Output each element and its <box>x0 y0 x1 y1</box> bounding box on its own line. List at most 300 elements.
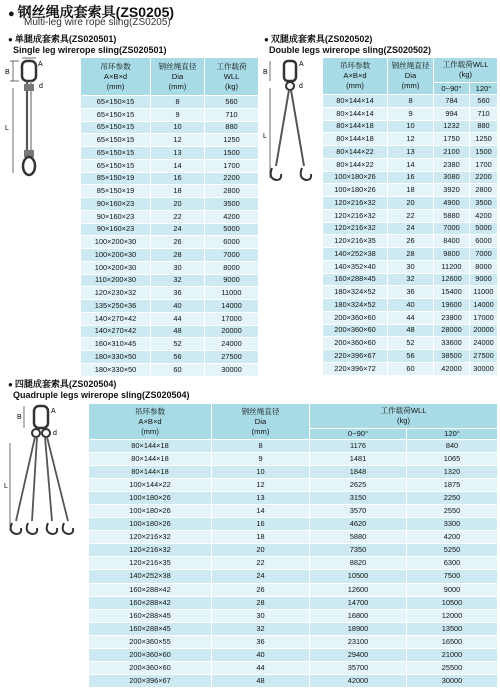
table-row <box>81 108 259 121</box>
quad-title-cn-text: 四腿成套索具(ZS020504) <box>14 379 117 389</box>
dim-label-d: d <box>299 83 303 90</box>
table-cell: 100×200×30 <box>81 236 151 249</box>
table-cell: 2100 <box>434 146 470 159</box>
table-cell: 25500 <box>407 661 498 674</box>
table-cell: 14 <box>151 159 205 172</box>
table-cell: 32 <box>388 273 434 286</box>
table-cell: 140×270×42 <box>81 325 151 338</box>
table-row <box>89 661 498 674</box>
table-cell: 20 <box>151 198 205 211</box>
table-cell: 48 <box>212 674 310 687</box>
double-leg-table <box>322 57 498 376</box>
table-cell: 120×216×32 <box>323 209 388 222</box>
table-cell: 8400 <box>434 235 470 248</box>
table-cell: 80×144×18 <box>89 440 212 453</box>
double-title-cn <box>264 34 372 45</box>
table-cell: 60 <box>151 363 205 376</box>
table-cell: 33600 <box>434 337 470 350</box>
col-header-wll: 工作载荷WLL (kg) <box>434 58 498 83</box>
table-cell: 10 <box>151 121 205 134</box>
table-row <box>323 95 498 108</box>
table-cell: 16 <box>151 172 205 185</box>
table-row <box>89 466 498 479</box>
table-cell: 42000 <box>310 674 407 687</box>
table-cell: 48 <box>388 324 434 337</box>
table-row <box>323 133 498 146</box>
table-row <box>89 531 498 544</box>
quad-title-en: Quadruple legs wirerope sling(ZS020504) <box>13 390 190 400</box>
table-cell: 56 <box>388 350 434 363</box>
table-cell: 4200 <box>470 209 498 222</box>
table-row <box>89 570 498 583</box>
table-cell: 1250 <box>470 133 498 146</box>
table-cell: 784 <box>434 95 470 108</box>
table-cell: 200×360×60 <box>323 324 388 337</box>
table-cell: 23800 <box>434 311 470 324</box>
table-cell: 220×396×67 <box>323 350 388 363</box>
col-header-dia: 钢丝绳直径 Dia (mm) <box>212 404 310 440</box>
table-row <box>323 299 498 312</box>
table-row <box>81 236 259 249</box>
table-cell: 13 <box>151 147 205 160</box>
table-cell: 30000 <box>407 674 498 687</box>
single-title-cn-text: 单腿成套索具(ZS020501) <box>14 34 117 44</box>
table-cell: 40 <box>151 300 205 313</box>
table-row <box>89 622 498 635</box>
table-cell: 100×200×30 <box>81 261 151 274</box>
table-cell: 2380 <box>434 158 470 171</box>
col-header-dia: 钢丝绳直径 Dia (mm) <box>388 58 434 95</box>
table-row <box>323 197 498 210</box>
table-cell: 9 <box>388 107 434 120</box>
table-cell: 100×180×26 <box>323 171 388 184</box>
table-row <box>323 146 498 159</box>
table-cell: 80×144×14 <box>323 107 388 120</box>
table-cell: 8 <box>151 96 205 109</box>
table-row <box>81 96 259 109</box>
table-cell: 80×144×18 <box>323 133 388 146</box>
single-title-en: Single leg wirerope sling(ZS020501) <box>13 45 167 55</box>
table-cell: 5880 <box>434 209 470 222</box>
table-cell: 5880 <box>310 531 407 544</box>
bullet-icon: ● <box>8 8 15 20</box>
table-cell: 14000 <box>205 300 259 313</box>
table-cell: 65×150×15 <box>81 96 151 109</box>
table-cell: 80×144×14 <box>323 95 388 108</box>
col-header-angle-0-90: 0~90° <box>310 429 407 440</box>
table-row <box>81 261 259 274</box>
table-cell: 880 <box>205 121 259 134</box>
table-cell: 80×144×18 <box>89 466 212 479</box>
table-cell: 28000 <box>434 324 470 337</box>
table-cell: 3150 <box>310 492 407 505</box>
table-row <box>323 350 498 363</box>
col-header-angle-120: 120° <box>407 429 498 440</box>
table-cell: 7000 <box>434 222 470 235</box>
table-cell: 4200 <box>205 210 259 223</box>
table-cell: 24 <box>388 222 434 235</box>
table-cell: 48 <box>151 325 205 338</box>
table-cell: 19600 <box>434 299 470 312</box>
table-cell: 560 <box>470 95 498 108</box>
table-cell: 120×230×32 <box>81 287 151 300</box>
table-cell: 3500 <box>470 197 498 210</box>
table-cell: 1700 <box>205 159 259 172</box>
table-cell: 16500 <box>407 635 498 648</box>
table-row <box>81 223 259 236</box>
table-cell: 1848 <box>310 466 407 479</box>
table-cell: 180×324×52 <box>323 286 388 299</box>
table-cell: 180×324×52 <box>323 299 388 312</box>
table-cell: 20000 <box>470 324 498 337</box>
table-cell: 15400 <box>434 286 470 299</box>
table-row <box>323 222 498 235</box>
table-cell: 7000 <box>205 249 259 262</box>
table-row <box>89 596 498 609</box>
table-cell: 56 <box>151 351 205 364</box>
table-row <box>323 184 498 197</box>
table-cell: 65×150×15 <box>81 134 151 147</box>
table-cell: 30000 <box>205 363 259 376</box>
table-row <box>323 337 498 350</box>
table-row <box>89 440 498 453</box>
table-cell: 85×150×19 <box>81 172 151 185</box>
table-cell: 13 <box>388 146 434 159</box>
table-cell: 2200 <box>205 172 259 185</box>
table-cell: 18900 <box>310 622 407 635</box>
table-row <box>89 557 498 570</box>
table-cell: 4900 <box>434 197 470 210</box>
table-row <box>89 635 498 648</box>
table-cell: 30 <box>151 261 205 274</box>
table-cell: 1875 <box>407 479 498 492</box>
table-cell: 24 <box>151 223 205 236</box>
table-cell: 52 <box>151 338 205 351</box>
table-cell: 6300 <box>407 557 498 570</box>
table-cell: 12600 <box>310 583 407 596</box>
table-cell: 10500 <box>407 596 498 609</box>
bullet-icon: ● <box>264 35 269 44</box>
table-cell: 5000 <box>205 223 259 236</box>
col-header-angle-0-90: 0~90° <box>434 83 470 95</box>
table-row <box>89 518 498 531</box>
table-cell: 200×360×60 <box>323 337 388 350</box>
table-cell: 26 <box>212 583 310 596</box>
table-row <box>81 300 259 313</box>
table-cell: 40 <box>388 299 434 312</box>
table-cell: 36 <box>212 635 310 648</box>
table-row <box>81 185 259 198</box>
table-row <box>81 172 259 185</box>
table-cell: 120×216×32 <box>323 222 388 235</box>
quadruple-leg-sling-illustration <box>4 403 84 543</box>
table-cell: 880 <box>470 120 498 133</box>
table-cell: 26 <box>151 236 205 249</box>
table-cell: 42000 <box>434 362 470 375</box>
table-row <box>323 260 498 273</box>
dim-label-b: B <box>263 69 268 76</box>
table-cell: 160×288×45 <box>89 609 212 622</box>
table-cell: 140×252×38 <box>323 248 388 261</box>
table-cell: 65×150×15 <box>81 108 151 121</box>
table-cell: 710 <box>205 108 259 121</box>
table-row <box>323 362 498 375</box>
table-cell: 14 <box>388 158 434 171</box>
table-cell: 1250 <box>205 134 259 147</box>
table-cell: 2800 <box>205 185 259 198</box>
table-cell: 3300 <box>407 518 498 531</box>
table-cell: 1481 <box>310 453 407 466</box>
table-cell: 12 <box>212 479 310 492</box>
table-cell: 10 <box>388 120 434 133</box>
table-cell: 200×396×67 <box>89 674 212 687</box>
table-cell: 90×160×23 <box>81 223 151 236</box>
table-cell: 11000 <box>470 286 498 299</box>
dim-label-b: B <box>5 69 10 76</box>
table-cell: 200×360×55 <box>89 635 212 648</box>
table-row <box>81 338 259 351</box>
dim-label-a: A <box>38 61 43 68</box>
table-cell: 22 <box>151 210 205 223</box>
table-cell: 6000 <box>205 236 259 249</box>
dim-label-a: A <box>299 61 304 68</box>
table-cell: 180×330×50 <box>81 363 151 376</box>
col-header-wll: 工作载荷WLL (kg) <box>310 404 498 429</box>
table-cell: 28 <box>151 249 205 262</box>
table-cell: 65×150×15 <box>81 147 151 160</box>
table-cell: 100×200×30 <box>81 249 151 262</box>
table-cell: 90×160×23 <box>81 198 151 211</box>
table-row <box>89 492 498 505</box>
table-cell: 110×200×30 <box>81 274 151 287</box>
table-row <box>323 209 498 222</box>
table-cell: 140×352×40 <box>323 260 388 273</box>
table-row <box>81 274 259 287</box>
table-row <box>89 479 498 492</box>
table-cell: 160×288×42 <box>89 596 212 609</box>
table-cell: 100×180×26 <box>89 518 212 531</box>
table-cell: 7000 <box>470 248 498 261</box>
table-cell: 80×144×18 <box>89 453 212 466</box>
table-cell: 8000 <box>470 260 498 273</box>
table-cell: 24000 <box>205 338 259 351</box>
table-cell: 17000 <box>470 311 498 324</box>
double-title-en: Double legs wirerope sling(ZS020502) <box>269 45 432 55</box>
table-cell: 80×144×22 <box>323 158 388 171</box>
table-row <box>323 235 498 248</box>
quad-title-cn <box>8 379 116 390</box>
table-row <box>81 249 259 262</box>
table-row <box>81 198 259 211</box>
table-cell: 8 <box>212 440 310 453</box>
table-row <box>323 273 498 286</box>
table-cell: 7350 <box>310 544 407 557</box>
table-cell: 22 <box>388 209 434 222</box>
table-cell: 80×144×22 <box>323 146 388 159</box>
table-cell: 16800 <box>310 609 407 622</box>
table-row <box>89 505 498 518</box>
dim-label-l: L <box>263 133 267 140</box>
double-title-cn-text: 双腿成套索具(ZS020502) <box>270 34 373 44</box>
table-cell: 30000 <box>470 362 498 375</box>
table-cell: 1750 <box>434 133 470 146</box>
col-header-angle-120: 120° <box>470 83 498 95</box>
table-cell: 6000 <box>470 235 498 248</box>
table-cell: 200×360×60 <box>89 648 212 661</box>
table-cell: 1065 <box>407 453 498 466</box>
table-cell: 140×252×38 <box>89 570 212 583</box>
table-cell: 1232 <box>434 120 470 133</box>
table-cell: 12000 <box>407 609 498 622</box>
table-cell: 13 <box>212 492 310 505</box>
table-cell: 160×288×42 <box>89 583 212 596</box>
table-cell: 18 <box>151 185 205 198</box>
table-cell: 35700 <box>310 661 407 674</box>
table-row <box>323 120 498 133</box>
table-cell: 9 <box>212 453 310 466</box>
single-title-cn <box>8 34 116 45</box>
table-cell: 10500 <box>310 570 407 583</box>
table-row <box>323 286 498 299</box>
table-cell: 2625 <box>310 479 407 492</box>
table-row <box>81 351 259 364</box>
table-cell: 24000 <box>470 337 498 350</box>
table-cell: 9000 <box>205 274 259 287</box>
dim-label-l: L <box>5 125 9 132</box>
table-cell: 11000 <box>205 287 259 300</box>
table-cell: 2800 <box>470 184 498 197</box>
col-header-wll: 工作载荷 WLL (kg) <box>205 58 259 96</box>
table-row <box>81 159 259 172</box>
table-cell: 10 <box>212 466 310 479</box>
table-cell: 85×150×19 <box>81 185 151 198</box>
table-row <box>81 210 259 223</box>
table-cell: 9000 <box>407 583 498 596</box>
double-leg-sling-illustration <box>262 58 322 188</box>
table-cell: 27500 <box>205 351 259 364</box>
table-cell: 44 <box>388 311 434 324</box>
table-cell: 18 <box>388 184 434 197</box>
table-cell: 3500 <box>205 198 259 211</box>
table-row <box>89 453 498 466</box>
table-cell: 4620 <box>310 518 407 531</box>
table-row <box>81 312 259 325</box>
table-cell: 16 <box>388 171 434 184</box>
table-cell: 120×216×35 <box>323 235 388 248</box>
table-cell: 120×216×32 <box>89 531 212 544</box>
table-cell: 135×250×36 <box>81 300 151 313</box>
table-row <box>89 609 498 622</box>
dim-label-d: d <box>39 83 43 90</box>
table-cell: 38500 <box>434 350 470 363</box>
col-header-dia: 钢丝绳直径 Dia (mm) <box>151 58 205 96</box>
table-cell: 5000 <box>470 222 498 235</box>
table-cell: 710 <box>470 107 498 120</box>
table-cell: 3570 <box>310 505 407 518</box>
table-cell: 30 <box>388 260 434 273</box>
col-header-param: 吊环参数 A×B×d (mm) <box>89 404 212 440</box>
table-row <box>81 147 259 160</box>
table-cell: 3920 <box>434 184 470 197</box>
table-cell: 100×144×22 <box>89 479 212 492</box>
table-cell: 23100 <box>310 635 407 648</box>
table-cell: 100×180×26 <box>323 184 388 197</box>
table-cell: 8000 <box>205 261 259 274</box>
table-cell: 29400 <box>310 648 407 661</box>
table-cell: 40 <box>212 648 310 661</box>
table-cell: 13500 <box>407 622 498 635</box>
table-cell: 44 <box>151 312 205 325</box>
table-cell: 60 <box>388 362 434 375</box>
table-cell: 2250 <box>407 492 498 505</box>
dim-label-b: B <box>17 414 22 421</box>
table-cell: 52 <box>388 337 434 350</box>
table-cell: 2200 <box>470 171 498 184</box>
table-cell: 11200 <box>434 260 470 273</box>
dim-label-a: A <box>51 408 56 415</box>
table-row <box>323 311 498 324</box>
bullet-icon: ● <box>8 35 13 44</box>
table-cell: 17000 <box>205 312 259 325</box>
table-cell: 1500 <box>205 147 259 160</box>
table-cell: 4200 <box>407 531 498 544</box>
table-cell: 3080 <box>434 171 470 184</box>
table-cell: 160×288×45 <box>89 622 212 635</box>
table-cell: 90×160×23 <box>81 210 151 223</box>
table-cell: 100×180×26 <box>89 505 212 518</box>
table-row <box>89 583 498 596</box>
table-cell: 1176 <box>310 440 407 453</box>
quadruple-leg-table <box>88 403 498 688</box>
table-cell: 8 <box>388 95 434 108</box>
dim-label-l: L <box>4 483 8 490</box>
table-cell: 120×216×32 <box>89 544 212 557</box>
table-cell: 80×144×18 <box>323 120 388 133</box>
col-header-param: 吊环参数 A×B×d (mm) <box>323 58 388 95</box>
table-cell: 160×310×45 <box>81 338 151 351</box>
table-cell: 32 <box>151 274 205 287</box>
table-cell: 28 <box>388 248 434 261</box>
table-cell: 12600 <box>434 273 470 286</box>
table-cell: 14700 <box>310 596 407 609</box>
page-title-text: 钢丝绳成套索具(ZS0205) <box>17 4 175 20</box>
table-cell: 16 <box>212 518 310 531</box>
table-cell: 65×150×15 <box>81 159 151 172</box>
table-cell: 14 <box>212 505 310 518</box>
table-cell: 9 <box>151 108 205 121</box>
table-row <box>81 134 259 147</box>
table-cell: 220×396×72 <box>323 362 388 375</box>
table-cell: 36 <box>388 286 434 299</box>
table-cell: 30 <box>212 609 310 622</box>
table-cell: 28 <box>212 596 310 609</box>
table-row <box>89 674 498 687</box>
table-cell: 22 <box>212 557 310 570</box>
table-cell: 44 <box>212 661 310 674</box>
table-cell: 27500 <box>470 350 498 363</box>
single-leg-table <box>80 57 259 377</box>
page-subtitle: Multi-leg wire rope sling(ZS0205) <box>24 17 171 28</box>
table-cell: 560 <box>205 96 259 109</box>
table-cell: 8820 <box>310 557 407 570</box>
table-cell: 140×270×42 <box>81 312 151 325</box>
table-cell: 100×180×26 <box>89 492 212 505</box>
table-cell: 994 <box>434 107 470 120</box>
table-cell: 180×330×50 <box>81 351 151 364</box>
table-cell: 1320 <box>407 466 498 479</box>
table-cell: 12 <box>388 133 434 146</box>
table-cell: 200×360×60 <box>323 311 388 324</box>
